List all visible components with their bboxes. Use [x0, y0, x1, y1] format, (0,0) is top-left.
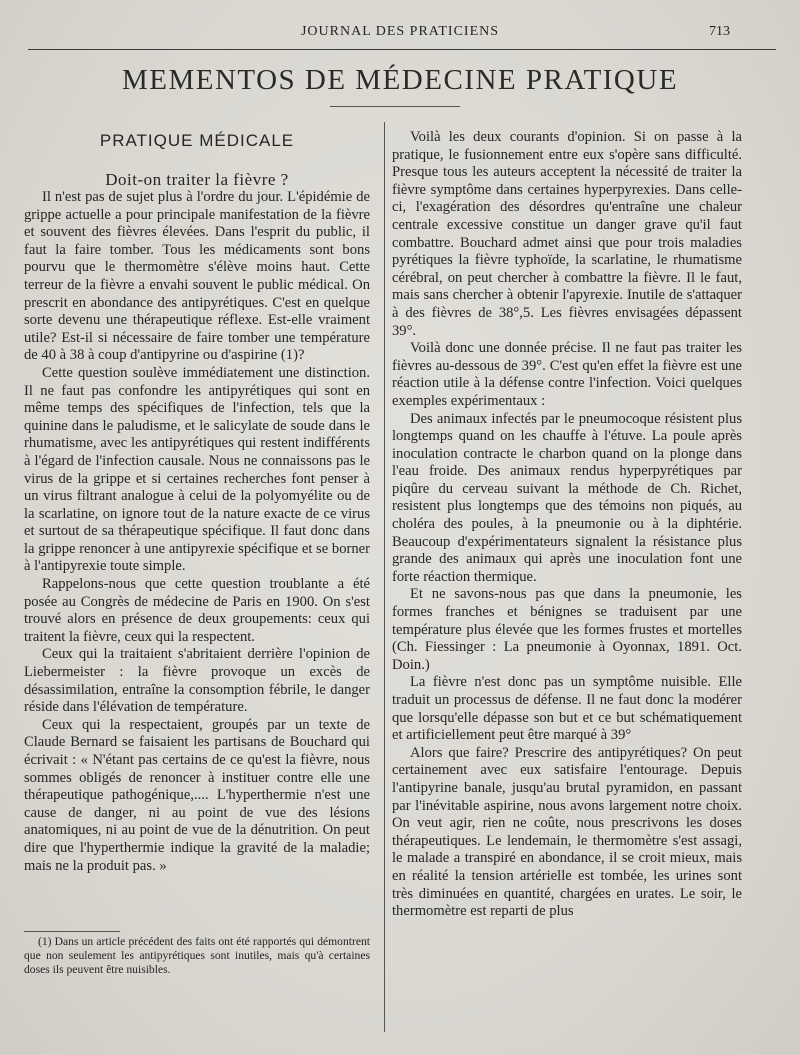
- running-head-title: JOURNAL DES PRATICIENS: [300, 24, 500, 39]
- footnote-rule: [24, 931, 120, 932]
- right-paragraph: Et ne savons-nous pas que dans la pneumonie, les formes franches et bénignes se traduisent par une température plus élevée que les formes frustes et mortelles (Ch. Fiessinger : La pneumonie à Oyonnax, 1891. Oct. Doin.): [392, 586, 742, 673]
- left-paragraph: Ceux qui la respectaient, groupés par un texte de Claude Bernard se faisaient les partisans de Bouchard qui écrivait : « N'étant pas certains de ce qu'est la fièvre, nous sommes obligés de renoncer à instituer contre elle une thérapeutique pathogénique,.... L'hyperthermie n'est une cause de danger, ni au point de vue des lésions anatomiques, ni au point de vue de la dénutrition. On peut dire que l'hyperthermie indique la gravité de la maladie; mais ne la produit pas. »: [24, 716, 370, 874]
- footnote: [24, 935, 370, 977]
- title-underline: [330, 106, 460, 107]
- page-number: 713: [709, 24, 730, 39]
- rubric-heading: PRATIQUE MÉDICALE: [99, 131, 295, 150]
- right-paragraph: Des animaux infectés par le pneumocoque résistent plus longtemps quand on les chauffe à l'étuve. La poule après inoculation contracte le charbon quand on la plonge dans l'eau froide. Des animaux rendus hyperpyrétiques par piqûre du cerveau suivant la méthode de Ch. Richet, resistent plus longtemps que des témoins non piqués, au choléra des poules, à la pneumonie ou à la diphtérie. Beaucoup d'expérimentateurs signalent la résistance plus grande des animaux qui après une inoculation font une forte réaction thermique.: [392, 410, 742, 585]
- running-head: [0, 22, 800, 44]
- left-paragraph: Ceux qui la traitaient s'abritaient derrière l'opinion de Liebermeister : la fièvre provoque un excès de désassimilation, entraîne la consomption fébrile, le danger réside dans l'élévation de température.: [24, 646, 370, 716]
- right-paragraph: La fièvre n'est donc pas un symptôme nuisible. Elle traduit un processus de défense. Il ne faut donc la modérer que lorsqu'elle dépasse son but et ce but schématiquement et artificiellement peut être marqué à 39°: [392, 674, 742, 744]
- left-column: [24, 189, 370, 875]
- footnote-text: (1) Dans un article précédent des faits ont été rapportés qui démontrent que non seulement les antipyrétiques sont inutiles, mais qu'à certaines doses ils peuvent être nuisibles.: [24, 935, 370, 976]
- left-paragraph: Il n'est pas de sujet plus à l'ordre du jour. L'épidémie de grippe actuelle a pour principale manifestation de la fièvre et souvent des fièvres élevées. Dans l'esprit du public, il faut la faire tomber. Tous les médicaments sont bons pourvu que le thermomètre s'élève moins haut. Cette terreur de la fièvre a envahi souvent le public médical. On prescrit en abondance des antipyrétiques. C'est en quelque sorte devenu une thérapeutique réflexe. Est-elle vraiment utile? Est-il si nécessaire de faire tomber une température de 40 à 38 à coup d'antipyrine ou d'aspirine (1)?: [24, 189, 370, 364]
- column-divider: [384, 122, 385, 1032]
- right-paragraph: Voilà les deux courants d'opinion. Si on passe à la pratique, le fusionnement entre eux s'opère sans difficulté. Presque tous les auteurs acceptent la nécessité de traiter la fièvre symptôme dans certaines hyperpyrexies. Dans celle-ci, l'exagération des désordres qu'entraîne une chaleur centrale excessive constitue un danger grave qu'il faut combattre. Bouchard admet ainsi que pour trois maladies pyrétiques la fièvre typhoïde, la scarlatine, le rhumatisme cérébral, on peut chercher à combattre la fièvre. Il le faut, mais sans chercher à obtenir l'apyrexie. Inutile de s'attaquer à des fièvres de 38°,5. Les fièvres envisagées dépassent 39°.: [392, 129, 742, 339]
- left-paragraph: Rappelons-nous que cette question troublante a été posée au Congrès de médecine de Paris en 1900. On s'est trouvé alors en présence de deux groupements: ceux qui traitent la fièvre, ceux qui la respectent.: [24, 576, 370, 645]
- section-title: MEMENTOS DE MÉDECINE PRATIQUE: [121, 64, 679, 96]
- header-rule: [28, 49, 776, 50]
- article-question-title: Doit-on traiter la fièvre ?: [105, 170, 289, 189]
- right-column: [392, 129, 742, 921]
- left-paragraph: Cette question soulève immédiatement une distinction. Il ne faut pas confondre les antipyrétiques qui sont en même temps des spécifiques de l'infection, tels que la quinine dans le paludisme, et le salicylate de soude dans le rhumatisme, avec les antipyrétiques qui restent indifférents à l'égard de l'infection causale. Nous ne connaissons pas le virus de la grippe et si certaines recherches font penser à un virus filtrant analogue à celui de la polyomyélite ou de la scarlatine, on ignore tout de la nature exacte de ce virus et surtout de sa thérapeutique spécifique. Il faut donc dans la grippe renoncer à une antipyrexie spécifique et se borner à l'antipyrexie toute simple.: [24, 364, 370, 575]
- right-paragraph: Alors que faire? Prescrire des antipyrétiques? On peut certainement avec eux satisfaire l'entourage. Depuis l'antipyrine banale, jusqu'au brutal pyramidon, en passant par l'inévitable aspirine, nous avons largement notre choix. On veut agir, rien ne coûte, nous prescrivons les doses thérapeutiques. Le lendemain, le thermomètre s'est assagi, le malade a transpiré en abondance, il se croit mieux, mais en réalité la tension artérielle est tombée, les urines sont très diminuées en quantité, chargées en urates. Le soir, le thermomètre est reparti de plus: [392, 744, 742, 920]
- right-paragraph: Voilà donc une donnée précise. Il ne faut pas traiter les fièvres au-dessous de 39°. C'est qu'en effet la fièvre est une réaction utile à la défense contre l'infection. Voici quelques exemples expérimentaux :: [392, 340, 742, 409]
